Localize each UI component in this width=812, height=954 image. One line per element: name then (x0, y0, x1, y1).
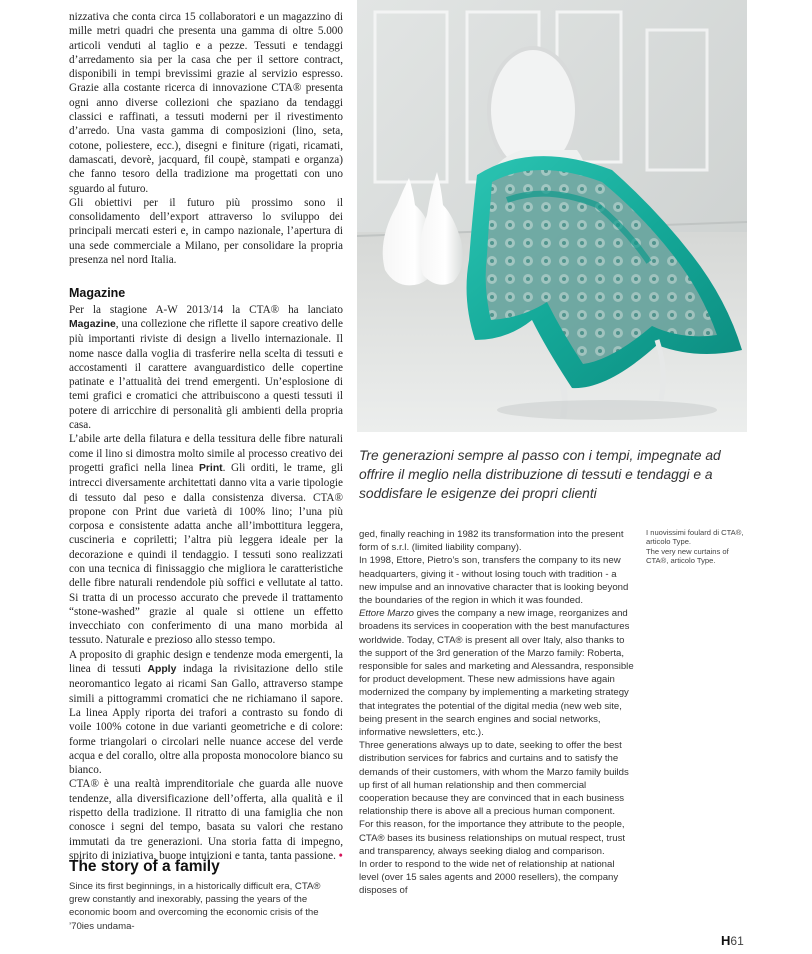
paragraph: In order to respond to the wide net of relationship at national level (over 15 sales agents and 2000 resellers), the company disposes of (359, 859, 619, 897)
paragraph: ged, finally reaching in 1982 its transformation into the present form of s.r.l. (limited liability company). (359, 529, 624, 554)
pull-quote-caption: Tre generazioni sempre al passo con i tempi, impegnate ad offrire il meglio nella distribuzione di tessuti e tendaggi e a soddisfare le esigenze dei propri clienti (359, 448, 721, 501)
story-heading: The story of a family (69, 858, 220, 875)
paragraph: In 1998, Ettore, Pietro’s son, transfers the company to its new headquarters, giving it - without losing touch with tradition - a new impulse and an innovative character that is looking beyond the boundaries of the region in which it was founded. (359, 555, 629, 607)
product-name: Print (198, 462, 223, 474)
end-mark: • (338, 849, 343, 862)
page-number (721, 933, 744, 948)
italian-article-column (69, 10, 343, 863)
product-name: Apply (147, 664, 177, 676)
person-name: Ettore Marzo (359, 608, 414, 620)
paragraph: Ettore Marzo gives the company a new image, reorganizes and broadens its services in cooperation with the best manufactures worldwide. Today, CTA® is present all over Italy, also thanks to the support of the 3rd generation of the Marzo family: Roberta, responsible for sales and marketing and Alessandra, responsible for product development. These new admissions have again modernized the company by implementing a marketing strategy that integrates the potential of the digital media (new web site, being present in the search engines and social networks, informative newsletters, etc.). (359, 608, 634, 739)
caption-italian: I nuovissimi foulard di CTA®, articolo Type. (646, 528, 744, 547)
product-name: Magazine (69, 318, 116, 330)
caption-english: The very new curtains of CTA®, articolo Type. (646, 546, 729, 566)
story-paragraph: Since its first beginnings, in a historically difficult era, CTA® grew constantly and inexorably, passing the years of the economic boom and overcoming the economic crisis of the ’70ies undama- (69, 881, 321, 932)
paragraph: A proposito di graphic design e tendenze moda emergenti, la linea di tessuti Apply indaga la rivisitazione dello stile neoromantico legato ai ricami San Gallo, attraverso stampe simili a pittogrammi cromatici che ne richiamano il sapore. La linea Apply riporta dei trafori a contrasto su fondo di voile 100% cotone in due varianti geometriche e di colore: forme triangolari o circolari nelle nuance accese del verde acqua e del corallo, oltre alla proposta monocolore bianco su bianco. (69, 648, 343, 777)
folio-letter: H (721, 933, 731, 948)
paragraph: CTA® è una realtà imprenditoriale che guarda alle nuove tendenze, alla diversificazione dell’offerta, alla qualità e il rispetto della tradizione. Il ritratto di una famiglia che non conosce i segni del tempo, basata su valori che restano immutati da tre generazioni. Una storia fatta di impegno, spirito di iniziativa, buone intuizioni e tanta, tanta passione. • (69, 778, 343, 862)
chair-with-throw-image (357, 0, 747, 432)
paragraph: L’abile arte della filatura e della tessitura delle fibre naturali come il lino si dimostra molto simile al processo creativo dei progetti grafici nella linea Print. Gli orditi, le trame, gli intrecci diversamente architettati danno vita a varie tipologie di tessuto dal peso e dalla consistenza diversa. CTA® propone con Print due varietà di 100% lino; l’una più corposa e consistente adatta anche all’imbottitura leggera, cuscineria e copriletti; l’altra più leggera ideale per la decorazione e quindi il tendaggio. I tessuti sono realizzati con una tecnica di finissaggio che migliora le caratteristiche delle fibre naturali rendendole più soffici e vellutate al tatto. Si tratta di un processo accurato che prevede il trattamento “stone-washed” grazie al quale si ottiene un effetto invecchiato con conferimento di una mano morbida al tessuto. Naturale e prezioso allo stesso tempo. (69, 433, 343, 647)
english-article-column (359, 528, 635, 898)
folio-number: 61 (730, 934, 744, 948)
paragraph: Gli obiettivi per il futuro più prossimo sono il consolidamento dell’export attraverso lo sviluppo dei principali mercati esteri e, in campo nazionale, l’apertura di una sede commerciale a Milano, per consolidare la propria presenza nel nord Italia. (69, 196, 343, 267)
paragraph: For this reason, for the importance they attribute to the people, CTA® bases its business relationships on mutual respect, trust and transparency, always seeking dialog and comparison. (359, 819, 626, 857)
paragraph: nizzativa che conta circa 15 collaboratori e un magazzino di mille metri quadri che presenta una gamma di oltre 5.000 articoli venduti al taglio e a pezze. Tessuti e tendaggi d’arredamento sia per la casa che per il settore contract, disponibili in tempi brevissimi grazie al servizio espresso. Grazie alla costante ricerca di innovazione CTA® presenta ogni anno diverse collezioni che spaziano da tendaggi classici e raffinati, a tessuti moderni per il rivestimento d’arredo. Una vasta gamma di composizioni (lino, seta, cotone, poliestere, ecc.), disegni e finiture (rigati, ricamati, damascati, devorè, jacquard, fil coupè, stampati e organza) che fanno tesoro della tradizione ma progettati con uno sguardo al futuro. (69, 11, 343, 195)
product-photo (357, 0, 747, 432)
paragraph: Three generations always up to date, seeking to offer the best distribution services for fabrics and curtains and to satisfy the demands of their customers, with whom the Marzo family builds up first of all human relationship and then commercial cooperation because they are convinced that in each business relationship there is above all a precious human component. (359, 740, 629, 818)
paragraph: Per la stagione A-W 2013/14 la CTA® ha lanciato Magazine, una collezione che riflette il sapore creativo delle più importanti riviste di design a livello internazionale. Il nome nasce dalla voglia di trasferire nella scelta di tessuti e accostamenti il carattere avanguardistico delle copertine patinate e l’attualità dei trend emergenti. Un’esplosione di temi grafici e cromatici che attribuiscono a questi tessuti il potere di arricchire di personalità gli ambienti della propria casa. (69, 303, 343, 432)
section-heading: Magazine (69, 286, 126, 301)
photo-side-caption (646, 528, 746, 566)
